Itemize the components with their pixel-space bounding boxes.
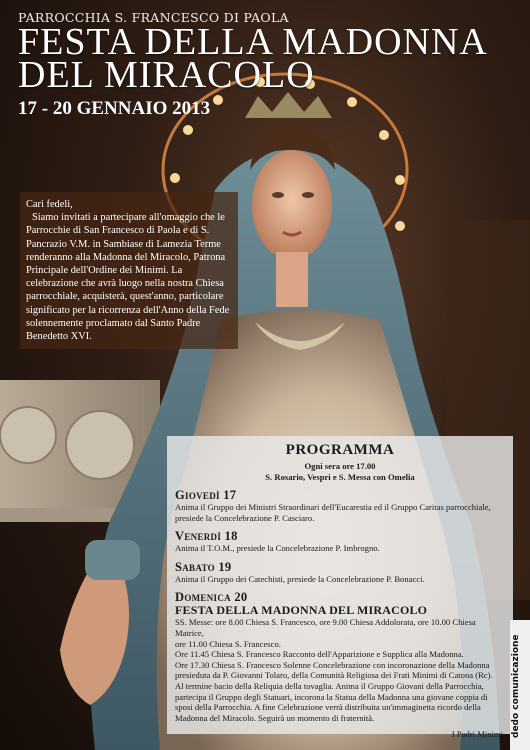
header (18, 10, 518, 120)
event-title-line1: FESTA DELLA MADONNA (18, 21, 488, 63)
day-sunday (175, 590, 505, 723)
day-saturday (175, 560, 505, 585)
day-line: Madonna del Miracolo. Seguirà un momento di fraternità. (175, 712, 375, 723)
program-box (167, 436, 513, 740)
day-line: Al termine bacio della Reliquia della tovaglia. Anima il Gruppo Giovani della Parrocchia, (175, 680, 484, 691)
day-line: presiede la Concelebrazione P. Casciaro. (175, 512, 315, 523)
parish-name: PARROCCHIA S. FRANCESCO DI PAOLA (18, 10, 289, 25)
day-name: Giovedì 17 (175, 488, 237, 502)
letter-body: Siamo invitati a partecipare all'omaggio che le Parrocchie di San Francesco di Paola e di S. Pancrazio V.M. in Sambiase di Lamezia Terme renderanno alla Madonna del Miracolo, Patrona Principale dell'Ordine dei Minimi. La celebrazione che avrà luogo nella nostra Chiesa parrocchiale, acquisterà, quest'anno, particolare significato per la ricorrenza dell'Anno della Fede solennemente proclamato dal Santo Padre Benedetto XVI. (26, 212, 230, 343)
day-line: sposi della Parrocchia. A fine Celebrazione verrà distribuita un'immaginetta ricordo della (175, 702, 481, 713)
day-line: ore 11.00 Chiesa S. Francesco. (175, 638, 281, 649)
feast-title: FESTA DELLA MADONNA DEL MIRACOLO (175, 603, 428, 618)
program-title: PROGRAMMA (285, 442, 395, 458)
day-name: Sabato 19 (175, 559, 232, 574)
day-name: Domenica 20 (175, 590, 248, 605)
day-line: Ore 11.45 Chiesa S. Francesco Racconto dell'Apparizione e Supplica alla Madonna. (175, 649, 464, 660)
day-line: presieduta da P. Giovanni Tolaro, della Comunità Religiosa dei Frati Minimi di Catona (Rc). (175, 670, 493, 681)
letter-box (20, 192, 238, 349)
day-name: Venerdì 18 (175, 529, 238, 544)
day-friday (175, 529, 505, 554)
designer-credit: dedo comunicazione (511, 634, 521, 738)
day-line: SS. Messe: ore 8.00 Chiesa S. Francesco, ore 9.00 Chiesa Addolorata, ore 10.00 Chiesa Matrice, (175, 617, 476, 638)
letter-greeting: Cari fedeli, (26, 199, 73, 210)
day-line: Anima il T.O.M., presiede la Concelebrazione P. Imbrogno. (175, 543, 380, 554)
day-line: Anima il Gruppo dei Ministri Straordinari dell'Eucarestia ed il Gruppo Caritas parrocchiale, (175, 502, 491, 512)
day-thursday (175, 488, 505, 523)
day-line: Ore 17.30 Chiesa S. Francesco Solenne Concelebrazione con incoronazione della Madonna (175, 659, 490, 670)
event-title-line2: DEL MIRACOLO (18, 54, 315, 96)
program-schedule-desc: S. Rosario, Vespri e S. Messa con Omelia (265, 471, 415, 482)
signature: I Padri Minimi (451, 729, 503, 740)
event-title (18, 21, 518, 96)
day-line: partecipa il Gruppo degli Statuari, incorona la Statua della Madonna una giovane coppia di (175, 691, 488, 702)
program-schedule-time: Ogni sera ore 17.00 (304, 461, 376, 471)
event-dates: 17 - 20 GENNAIO 2013 (18, 98, 211, 119)
day-line: Anima il Gruppo dei Catechisti, presiede la Concelebrazione P. Bonacci. (175, 573, 425, 584)
